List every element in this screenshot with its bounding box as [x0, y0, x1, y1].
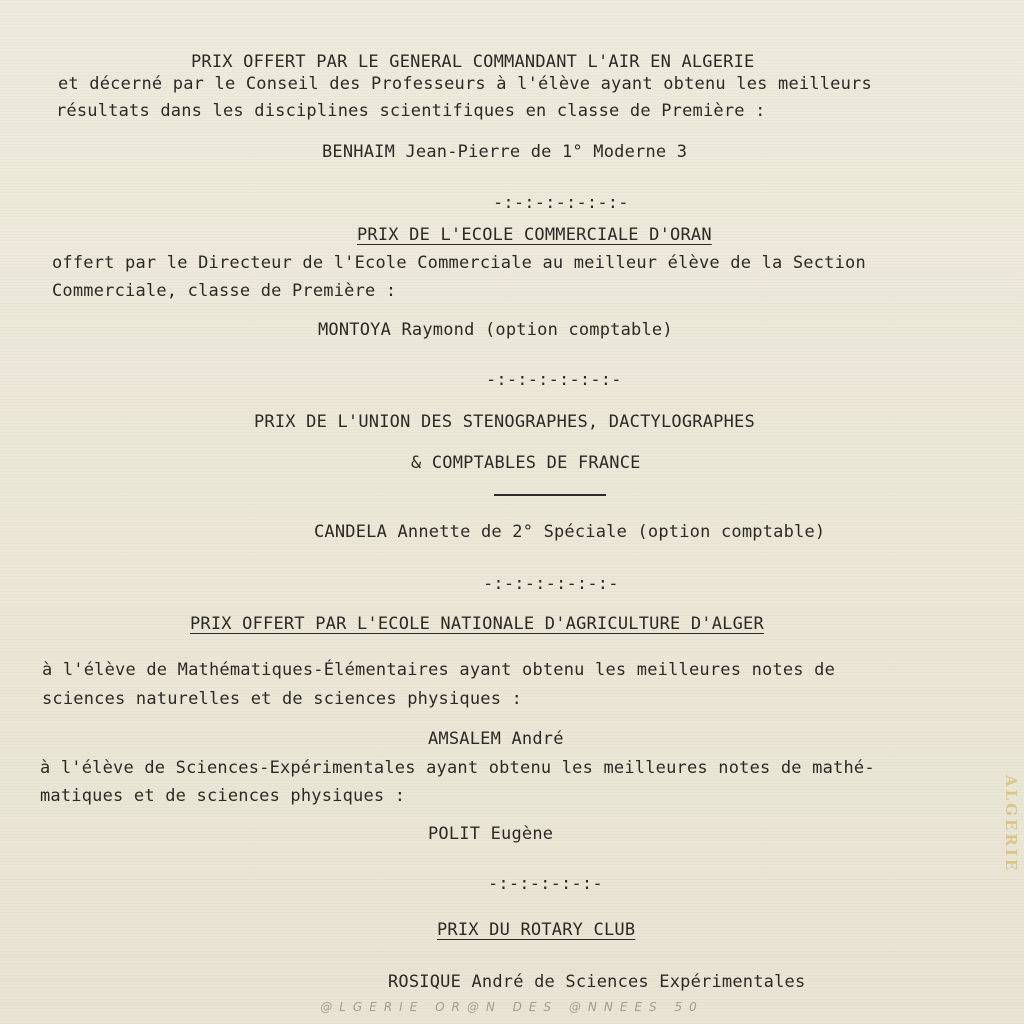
separator-2: -:-:-:-:-:-:-: [486, 370, 622, 390]
prize4-text-line3: à l'élève de Sciences-Expérimentales ayant obtenu les meilleures notes de mathé-: [40, 758, 875, 778]
prize5-title: PRIX DU ROTARY CLUB: [437, 920, 636, 940]
prize5-winner: ROSIQUE André de Sciences Expérimentales: [388, 972, 806, 992]
prize1-winner: BENHAIM Jean-Pierre de 1° Moderne 3: [322, 142, 688, 162]
prize4-winner1: AMSALEM André: [428, 729, 564, 749]
prize1-text-line2: résultats dans les disciplines scientifiques en classe de Première :: [56, 101, 766, 121]
prize3-divider: [494, 494, 606, 496]
prize4-text-line1: à l'élève de Mathématiques-Élémentaires ayant obtenu les meilleures notes de: [42, 660, 836, 680]
separator-3: -:-:-:-:-:-:-: [483, 574, 619, 594]
prize4-text-line2: sciences naturelles et de sciences physiques :: [42, 689, 523, 709]
separator-4: -:-:-:-:-:-: [488, 874, 603, 894]
separator-1: -:-:-:-:-:-:-: [493, 193, 629, 213]
prize1-title: PRIX OFFERT PAR LE GENERAL COMMANDANT L'AIR EN ALGERIE: [191, 52, 755, 72]
prize2-title: PRIX DE L'ECOLE COMMERCIALE D'ORAN: [357, 225, 712, 245]
prize1-text-line1: et décerné par le Conseil des Professeurs à l'élève ayant obtenu les meilleurs: [58, 74, 872, 94]
prize3-title-line1: PRIX DE L'UNION DES STENOGRAPHES, DACTYLOGRAPHES: [254, 412, 755, 432]
side-watermark: ALGERIE: [1002, 775, 1020, 874]
prize2-text-line1: offert par le Directeur de l'Ecole Commerciale au meilleur élève de la Section: [52, 253, 866, 273]
prize3-winner: CANDELA Annette de 2° Spéciale (option comptable): [314, 522, 826, 542]
prize4-title: PRIX OFFERT PAR L'ECOLE NATIONALE D'AGRICULTURE D'ALGER: [190, 614, 764, 634]
prize4-text-line4: matiques et de sciences physiques :: [40, 786, 406, 806]
prize2-text-line2: Commerciale, classe de Première :: [52, 281, 397, 301]
footer-watermark: @LGERIE OR@N DES @NNEES 50: [320, 1000, 704, 1014]
prize2-winner: MONTOYA Raymond (option comptable): [318, 320, 673, 340]
prize3-title-line2: & COMPTABLES DE FRANCE: [411, 453, 641, 473]
prize4-winner2: POLIT Eugène: [428, 824, 554, 844]
